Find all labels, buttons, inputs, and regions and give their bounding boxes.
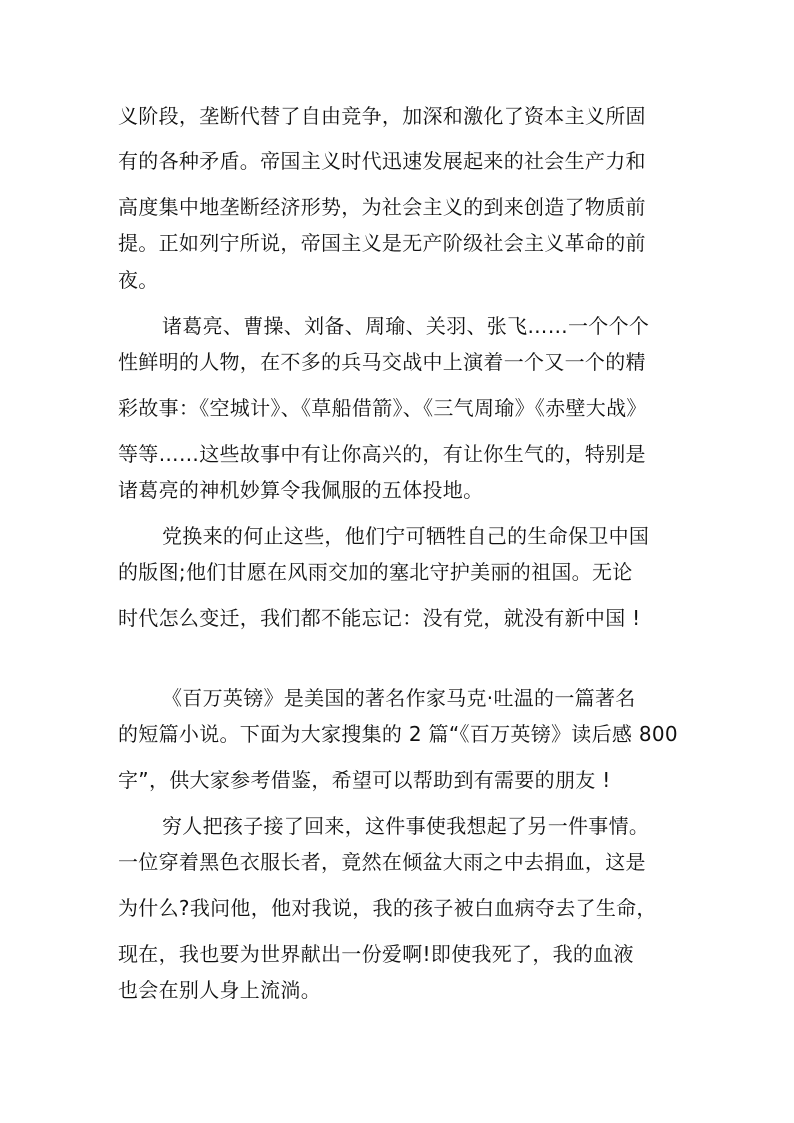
- paragraph-1-line-3: 高度集中地垄断经济形势，为社会主义的到来创造了物质前: [118, 195, 646, 219]
- paragraph-2-line-5: 诸葛亮的神机妙算令我佩服的五体投地。: [118, 478, 484, 502]
- paragraph-2-line-2: 性鲜明的人物，在不多的兵马交战中上演着一个又一个的精: [118, 350, 646, 374]
- paragraph-3-line-2: 的版图;他们甘愿在风雨交加的塞北守护美丽的祖国。无论: [118, 560, 633, 584]
- paragraph-5-line-3: 为什么?我问他，他对我说，我的孩子被白血病夺去了生命，: [118, 896, 657, 920]
- paragraph-5-line-2: 一位穿着黑色衣服长者，竟然在倾盆大雨之中去捐血，这是: [118, 850, 646, 874]
- paragraph-1-line-4: 提。正如列宁所说，帝国主义是无产阶级社会主义革命的前: [118, 231, 646, 255]
- paragraph-3-line-1: 党换来的何止这些，他们宁可牺牲自己的生命保卫中国: [162, 524, 650, 548]
- paragraph-2-line-4: 等等……这些故事中有让你高兴的，有让你生气的，特别是: [118, 442, 646, 466]
- paragraph-3-line-3: 时代怎么变迁，我们都不能忘记：没有党，就没有新中国 !: [118, 606, 641, 630]
- paragraph-1-line-5: 夜。: [118, 268, 159, 292]
- paragraph-4-line-3: 字”，供大家参考借鉴，希望可以帮助到有需要的朋友 !: [118, 768, 611, 792]
- paragraph-1-line-2: 有的各种矛盾。帝国主义时代迅速发展起来的社会生产力和: [118, 149, 646, 173]
- paragraph-2-line-1: 诸葛亮、曹操、刘备、周瑜、关羽、张飞……一个个个: [162, 314, 650, 338]
- paragraph-4-line-2: 的短篇小说。下面为大家搜集的 2 篇“《百万英镑》读后感 800: [118, 722, 678, 746]
- paragraph-1-line-1: 义阶段，垄断代替了自由竞争，加深和激化了资本主义所固: [118, 104, 646, 128]
- paragraph-5-line-5: 也会在别人身上流淌。: [118, 978, 321, 1002]
- paragraph-5-line-4: 现在，我也要为世界献出一份爱啊!即使我死了，我的血液: [118, 942, 634, 966]
- paragraph-2-line-3: 彩故事：《空城计》、《草船借箭》、《三气周瑜》《赤壁大战》: [118, 396, 647, 420]
- paragraph-5-line-1: 穷人把孩子接了回来，这件事使我想起了另一件事情。: [162, 814, 650, 838]
- paragraph-4-line-1: 《百万英镑》是美国的著名作家马克·吐温的一篇著名: [162, 686, 636, 710]
